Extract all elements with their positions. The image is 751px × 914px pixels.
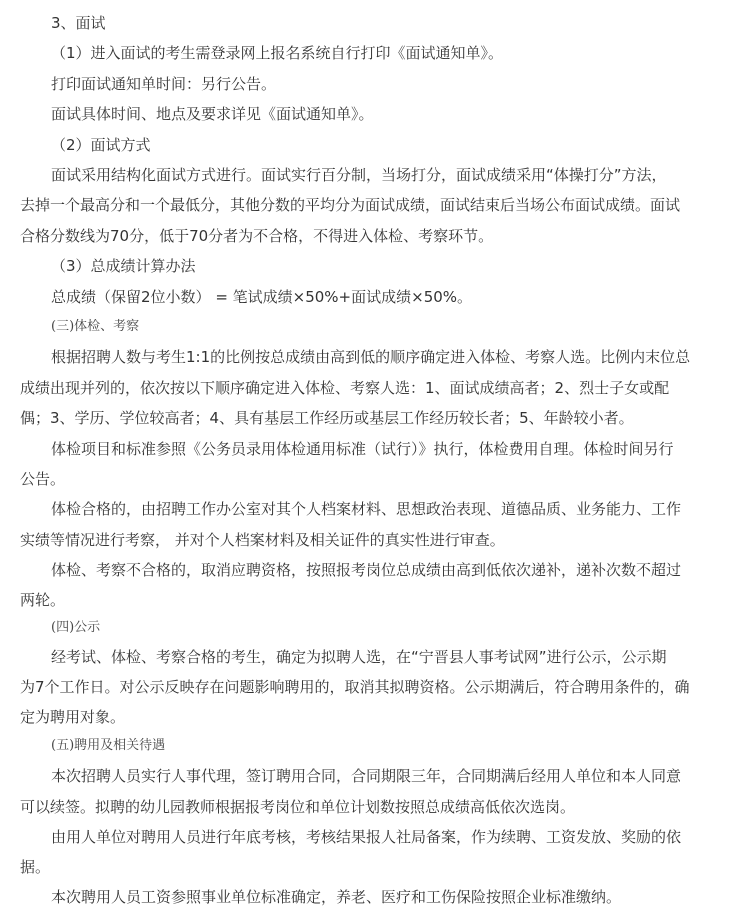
text-line: 体检项目和标准参照《公务员录用体检通用标准（试行）》执行，体检费用自理。体检时间另行 — [51, 440, 674, 458]
text-line: 成绩出现并列的，依次按以下顺序确定进入体检、考察人选：1、面试成绩高者；2、烈士子女或配 — [20, 379, 670, 397]
text-line: 可以续签。拟聘的幼儿园教师根据报考岗位和单位计划数按照总成绩高低依次选岗。 — [20, 798, 576, 816]
text-line: 总成绩（保留2位小数） = 笔试成绩×50%+面试成绩×50%。 — [51, 288, 473, 306]
text-line: 面试具体时间、地点及要求详见《面试通知单》。 — [51, 105, 374, 123]
section-heading: (五)聘用及相关待遇 — [51, 738, 166, 753]
section-heading: (三)体检、考察 — [51, 319, 140, 334]
text-line: 去掉一个最高分和一个最低分，其他分数的平均分为面试成绩，面试结束后当场公布面试成绩。面试 — [20, 196, 681, 214]
text-line: 由用人单位对聘用人员进行年底考核，考核结果报人社局备案，作为续聘、工资发放、奖励的依 — [51, 828, 682, 846]
text-line: 打印面试通知单时间：另行公告。 — [51, 75, 277, 93]
text-line: 据。 — [20, 858, 51, 876]
text-line: （2）面试方式 — [51, 136, 151, 154]
cropped-text-fragment — [175, 0, 255, 4]
text-line: 3、面试 — [51, 14, 106, 32]
text-line: 本次聘用人员工资参照事业单位标准确定，养老、医疗和工伤保险按照企业标准缴纳。 — [51, 888, 622, 906]
text-line: 根据招聘人数与考生1:1的比例按总成绩由高到低的顺序确定进入体检、考察人选。比例内末位总 — [51, 348, 691, 366]
text-line: 偶；3、学历、学位较高者；4、具有基层工作经历或基层工作经历较长者；5、年龄较小者。 — [20, 409, 634, 427]
text-line: 公告。 — [20, 470, 66, 488]
text-line: 面试采用结构化面试方式进行。面试实行百分制，当场打分，面试成绩采用“体操打分”方法， — [51, 166, 667, 184]
text-line: 体检合格的，由招聘工作办公室对其个人档案材料、思想政治表现、道德品质、业务能力、工作 — [51, 500, 682, 518]
text-line: 合格分数线为70分，低于70分者为不合格，不得进入体检、考察环节。 — [20, 227, 494, 245]
text-line: 本次招聘人员实行人事代理，签订聘用合同，合同期限三年，合同期满后经用人单位和本人同意 — [51, 767, 682, 785]
text-line: 体检、考察不合格的，取消应聘资格，按照报考岗位总成绩由高到低依次递补，递补次数不超过 — [51, 561, 682, 579]
text-line: 两轮。 — [20, 591, 66, 609]
text-line: 经考试、体检、考察合格的考生，确定为拟聘人选，在“宁晋县人事考试网”进行公示，公示期 — [51, 648, 667, 666]
section-heading: (四)公示 — [51, 620, 101, 635]
text-line: 定为聘用对象。 — [20, 708, 126, 726]
text-line: 实绩等情况进行考察， 并对个人档案材料及相关证件的真实性进行审查。 — [20, 531, 505, 549]
text-line: （1）进入面试的考生需登录网上报名系统自行打印《面试通知单》。 — [51, 44, 504, 62]
text-line: 为7个工作日。对公示反映存在问题影响聘用的，取消其拟聘资格。公示期满后，符合聘用条件的，确 — [20, 678, 690, 696]
text-line: （3）总成绩计算办法 — [51, 257, 196, 275]
